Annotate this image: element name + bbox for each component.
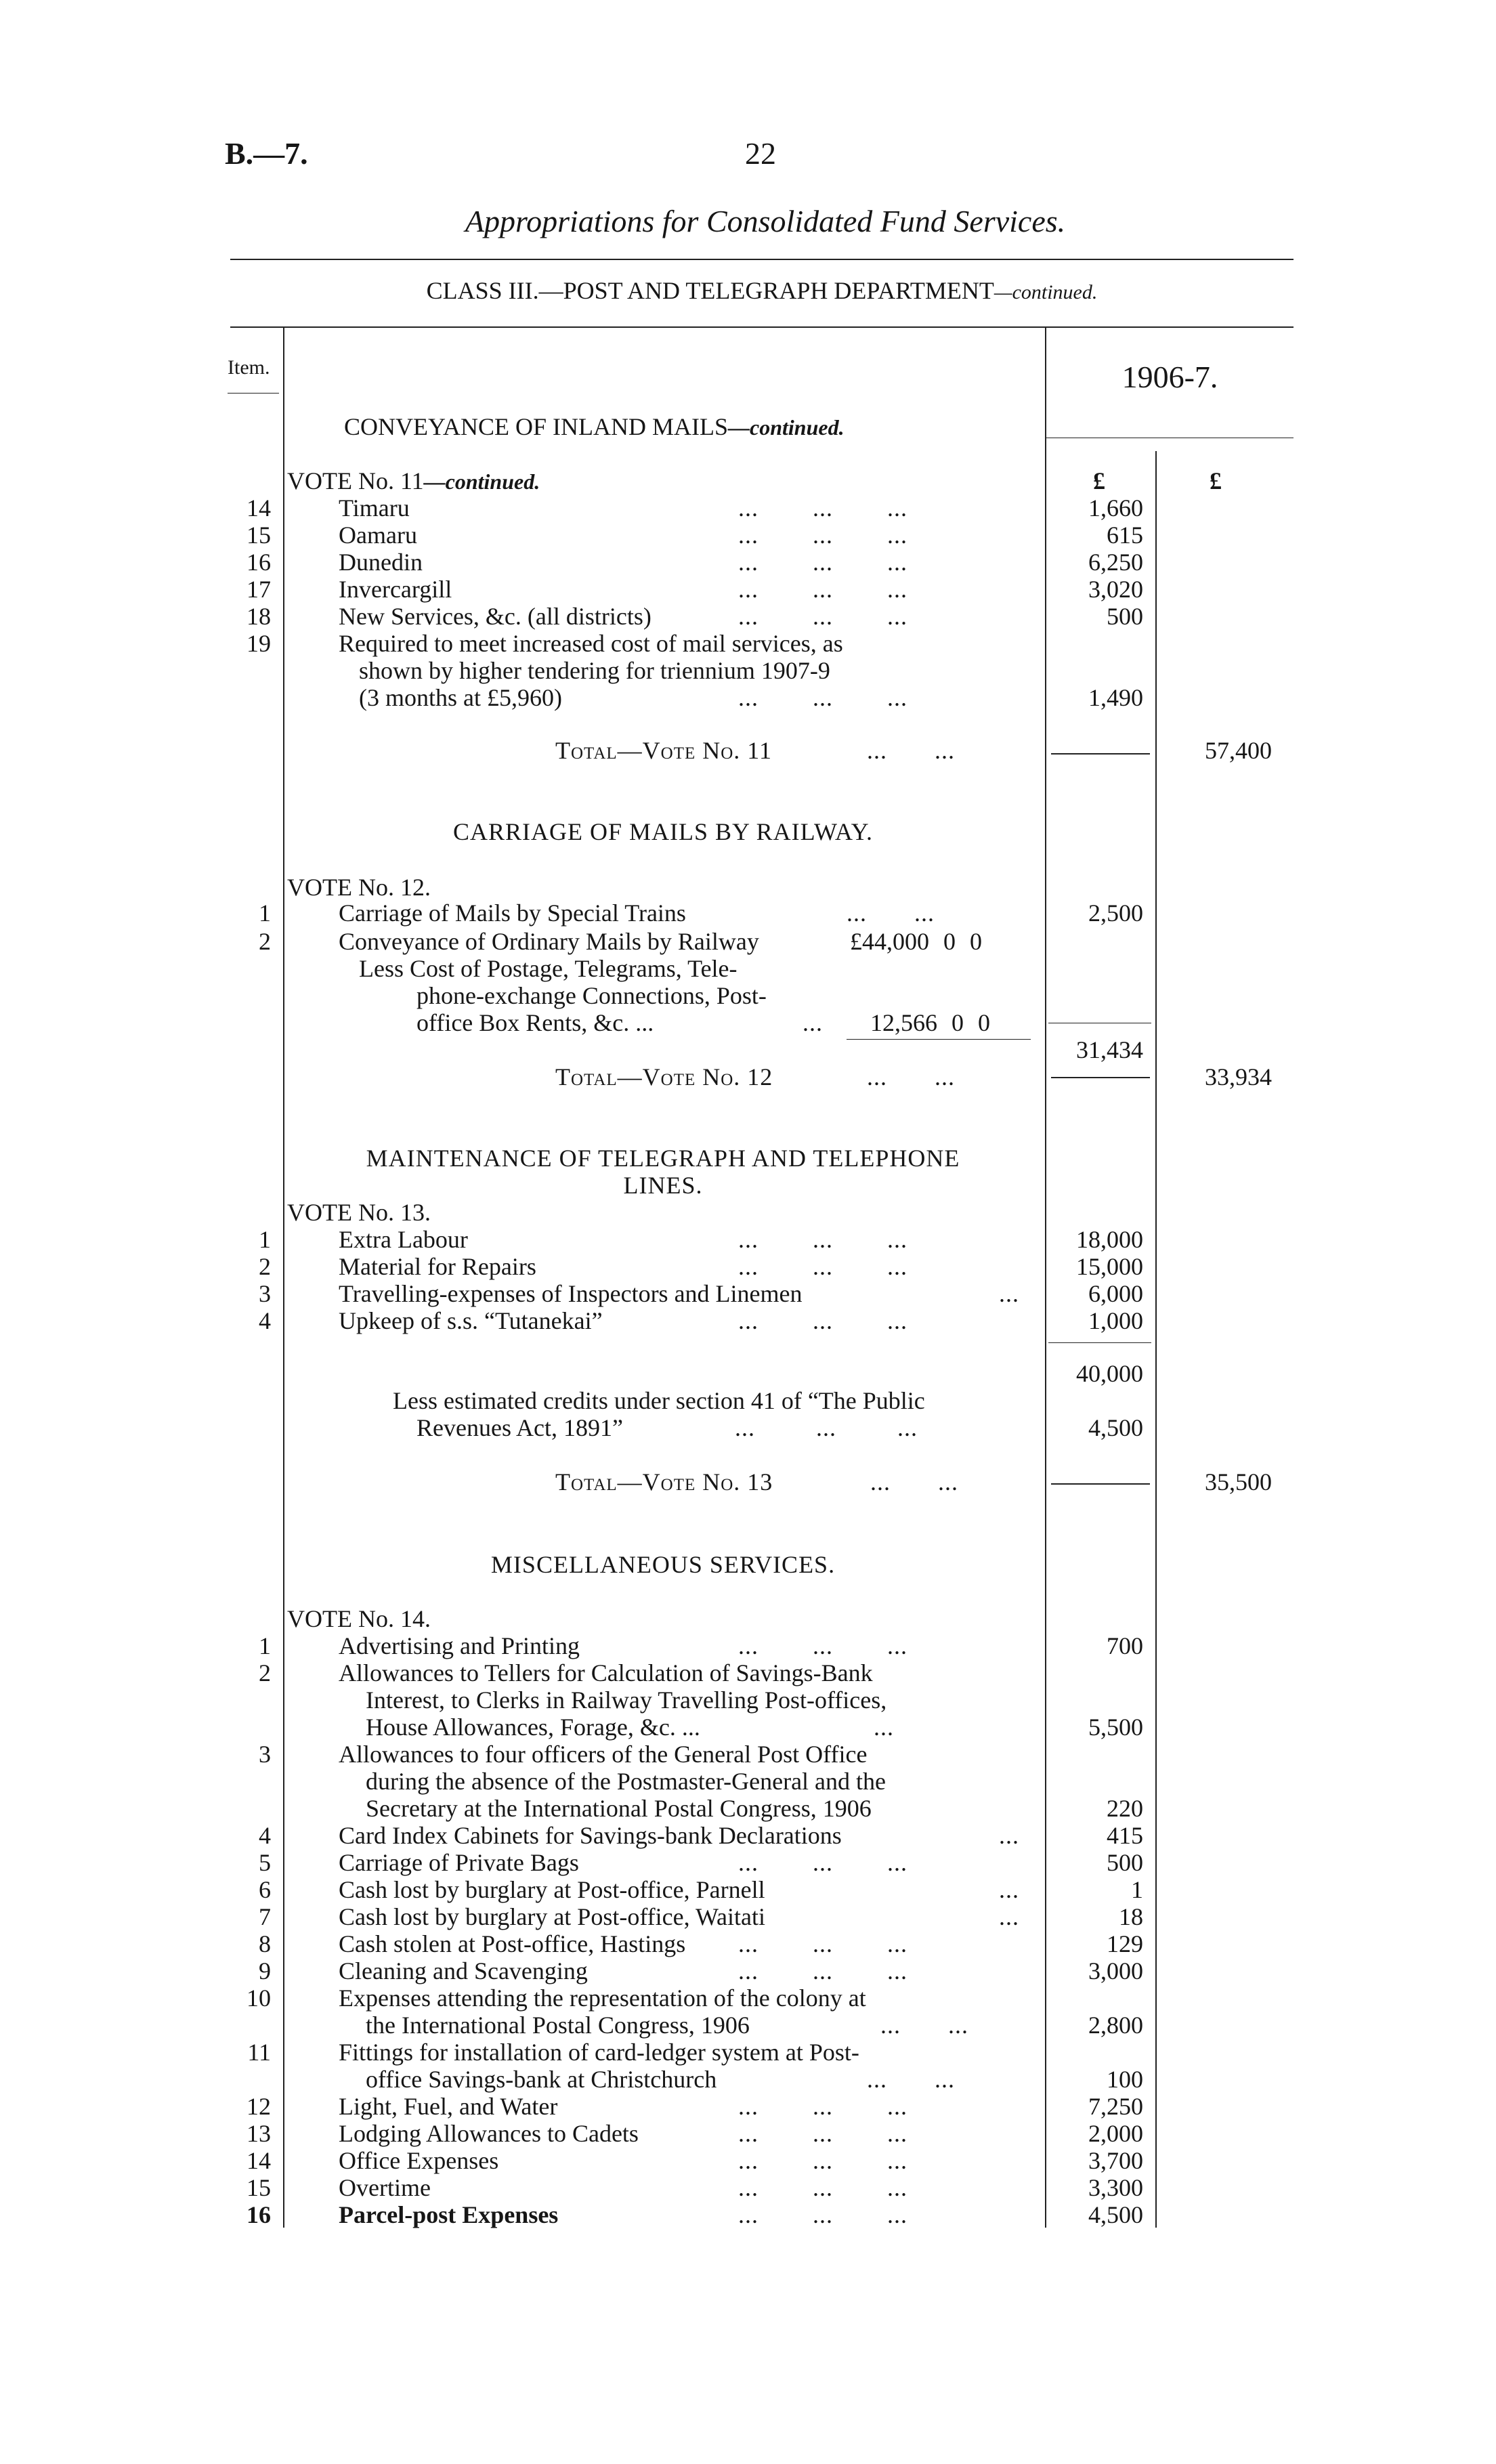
item-description-line: during the absence of the Postmaster-General and the [366, 1768, 886, 1795]
item-description-line: Interest, to Clerks in Railway Travelling Post-offices, [366, 1686, 887, 1714]
item-description: Material for Repairs [339, 1253, 536, 1280]
item-description: Office Expenses [339, 2147, 499, 2174]
item-number: 1 [259, 1226, 271, 1253]
section-heading-miscellaneous: MISCELLANEOUS SERVICES. [490, 1551, 836, 1578]
item-amount: 100 [1107, 2066, 1143, 2093]
item-description: Cash stolen at Post-office, Hastings [339, 1930, 686, 1957]
item-description: New Services, &c. (all districts) [339, 603, 651, 630]
vote-12-label: VOTE No. 12. [287, 874, 431, 901]
leader-dots: ... ... ... [738, 2147, 907, 2174]
leader-dots: ... [999, 1876, 1019, 1903]
item-amount: 2,500 [1088, 899, 1143, 927]
currency-symbol-col1: £ [1093, 467, 1105, 494]
item-amount: 1,000 [1088, 1307, 1143, 1334]
currency-symbol-col2: £ [1210, 467, 1222, 494]
item-number: 14 [247, 494, 271, 522]
document-reference: B.—7. [225, 136, 308, 171]
item-number: 2 [259, 1253, 271, 1280]
credits-amount: 4,500 [1088, 1414, 1143, 1441]
item-number: 3 [259, 1280, 271, 1307]
leader-dots: ... ... [847, 899, 935, 927]
item-number: 12 [247, 2093, 271, 2120]
item-description-line: Allowances to four officers of the General Post Office [339, 1741, 868, 1768]
item-description: Cash lost by burglary at Post-office, Waitati [339, 1903, 766, 1930]
item-number: 3 [259, 1741, 271, 1768]
item-amount: 1 [1131, 1876, 1143, 1903]
credits-line: Revenues Act, 1891” [416, 1414, 623, 1441]
item-number: 19 [247, 630, 271, 657]
total-rule [1051, 1077, 1150, 1078]
total-rule [1051, 753, 1150, 755]
leader-dots: ... ... ... [738, 2120, 907, 2147]
subtotal-amount: 40,000 [1076, 1360, 1143, 1387]
item-amount: 2,800 [1088, 2012, 1143, 2039]
item-description: Card Index Cabinets for Savings-bank Declarations [339, 1822, 842, 1849]
section-heading-maintenance-line2: LINES. [623, 1172, 703, 1199]
item-amount: 2,000 [1088, 2120, 1143, 2147]
leader-dots: ... ... ... [738, 1307, 907, 1334]
running-title: Appropriations for Consolidated Fund Services. [465, 204, 1066, 238]
item-column-header: Item. [228, 356, 270, 379]
leader-dots: ... ... ... [738, 522, 907, 549]
leader-dots: ... ... [880, 2012, 968, 2039]
inland-mails-heading: CONVEYANCE OF INLAND MAILS [344, 413, 728, 440]
table-top-rule [230, 326, 1294, 328]
item-description: Light, Fuel, and Water [339, 2093, 558, 2120]
item-amount: 7,250 [1088, 2093, 1143, 2120]
leader-dots: ... ... [870, 1468, 958, 1495]
leader-dots: ... [874, 1714, 894, 1741]
vote-11-suffix: —continued. [423, 469, 540, 494]
item-description-line: Required to meet increased cost of mail services, as [339, 630, 843, 657]
item-amount: 415 [1107, 1822, 1143, 1849]
item-amount: 220 [1107, 1795, 1143, 1822]
class-title-text: CLASS III.—POST AND TELEGRAPH DEPARTMENT [426, 277, 994, 304]
deduction-line: office Box Rents, &c. ... [416, 1009, 654, 1036]
item-number: 14 [247, 2147, 271, 2174]
total-label: Total—Vote No. 11 [555, 737, 772, 764]
item-description: Oamaru [339, 522, 417, 549]
credits-line: Less estimated credits under section 41 of “The Public [393, 1387, 925, 1414]
item-amount: 5,500 [1088, 1714, 1143, 1741]
item-description: Carriage of Mails by Special Trains [339, 899, 686, 927]
section-heading-railway: CARRIAGE OF MAILS BY RAILWAY. [452, 818, 874, 845]
item-description: Conveyance of Ordinary Mails by Railway [339, 928, 759, 955]
item-description: Invercargill [339, 576, 452, 603]
item-amount: 129 [1107, 1930, 1143, 1957]
item-number: 16 [247, 549, 271, 576]
item-description: Cleaning and Scavenging [339, 1957, 588, 1984]
item-description-line: House Allowances, Forage, &c. ... [366, 1714, 700, 1741]
leader-dots: ... ... ... [738, 2174, 907, 2201]
item-number: 13 [247, 2120, 271, 2147]
item-description: Upkeep of s.s. “Tutanekai” [339, 1307, 603, 1334]
leader-dots: ... [999, 1903, 1019, 1930]
leader-dots: ... ... [867, 1063, 955, 1090]
inner-amount: £44,000 0 0 [850, 928, 982, 955]
item-number: 18 [247, 603, 271, 630]
item-number: 16 [247, 2201, 271, 2228]
leader-dots: ... ... [867, 737, 955, 764]
item-amount: 3,300 [1088, 2174, 1143, 2201]
item-number: 11 [247, 2039, 271, 2066]
item-description: Carriage of Private Bags [339, 1849, 579, 1876]
leader-dots: ... ... ... [738, 549, 907, 576]
item-description-line: shown by higher tendering for triennium 1907-9 [359, 657, 830, 684]
leader-dots: ... ... ... [738, 1226, 907, 1253]
item-description-line: office Savings-bank at Christchurch [366, 2066, 717, 2093]
item-number: 2 [259, 1659, 271, 1686]
title-rule [230, 259, 1294, 260]
total-label: Total—Vote No. 13 [555, 1468, 773, 1495]
item-header-rule [228, 393, 279, 394]
leader-dots: ... ... ... [738, 1849, 907, 1876]
item-amount: 6,000 [1088, 1280, 1143, 1307]
class-title [230, 276, 1294, 305]
leader-dots: ... ... ... [738, 2201, 907, 2228]
item-description-line: the International Postal Congress, 1906 [366, 2012, 750, 2039]
item-amount: 6,250 [1088, 549, 1143, 576]
item-amount: 615 [1107, 522, 1143, 549]
item-column-rule [283, 328, 284, 2228]
item-amount: 31,434 [1076, 1036, 1143, 1063]
item-number: 15 [247, 2174, 271, 2201]
amount-column-rule-right [1155, 451, 1157, 2228]
item-amount: 15,000 [1076, 1253, 1143, 1280]
item-description: Parcel-post Expenses [339, 2201, 559, 2228]
item-number: 8 [259, 1930, 271, 1957]
total-label: Total—Vote No. 12 [555, 1063, 773, 1090]
item-description-line: Allowances to Tellers for Calculation of Savings-Bank [339, 1659, 873, 1686]
item-number: 1 [259, 1632, 271, 1659]
item-description-line: Secretary at the International Postal Congress, 1906 [366, 1795, 872, 1822]
item-number: 1 [259, 899, 271, 927]
item-description: Extra Labour [339, 1226, 468, 1253]
item-description: Timaru [339, 494, 410, 522]
item-number: 6 [259, 1876, 271, 1903]
item-amount: 3,020 [1088, 576, 1143, 603]
item-amount: 1,490 [1088, 684, 1143, 711]
leader-dots: ... [803, 1009, 823, 1036]
item-number: 5 [259, 1849, 271, 1876]
item-description: Dunedin [339, 549, 423, 576]
item-description-line: Fittings for installation of card-ledger system at Post- [339, 2039, 859, 2066]
vote-total-amount: 57,400 [1205, 737, 1272, 764]
leader-dots: ... ... ... [738, 684, 907, 711]
deduction-line: Less Cost of Postage, Telegrams, Tele- [359, 955, 738, 982]
total-rule [1051, 1483, 1150, 1485]
item-description-line: Expenses attending the representation of the colony at [339, 1984, 866, 2012]
item-number: 9 [259, 1957, 271, 1984]
deduction-line: phone-exchange Connections, Post- [416, 982, 767, 1009]
item-number: 4 [259, 1307, 271, 1334]
item-number: 15 [247, 522, 271, 549]
item-description: Cash lost by burglary at Post-office, Parnell [339, 1876, 765, 1903]
inner-subtotal-rule [847, 1039, 1031, 1040]
page-number: 22 [745, 136, 776, 171]
leader-dots: ... ... ... [738, 1253, 907, 1280]
leader-dots: ... ... [867, 2066, 955, 2093]
vote-14-label: VOTE No. 14. [287, 1605, 431, 1632]
leader-dots: ... ... ... [738, 494, 907, 522]
item-amount: 500 [1107, 603, 1143, 630]
inland-mails-heading-suffix: —continued. [728, 415, 845, 440]
subtotal-rule [1048, 1342, 1151, 1343]
leader-dots: ... ... ... [738, 576, 907, 603]
item-description: Advertising and Printing [339, 1632, 580, 1659]
leader-dots: ... ... ... [738, 2093, 907, 2120]
item-amount: 18 [1119, 1903, 1143, 1930]
item-amount: 500 [1107, 1849, 1143, 1876]
item-amount: 1,660 [1088, 494, 1143, 522]
item-amount: 3,700 [1088, 2147, 1143, 2174]
item-amount: 700 [1107, 1632, 1143, 1659]
leader-dots: ... ... ... [738, 1957, 907, 1984]
item-number: 7 [259, 1903, 271, 1930]
item-description-line: (3 months at £5,960) [359, 684, 562, 711]
vote-total-amount: 33,934 [1205, 1063, 1272, 1090]
item-number: 4 [259, 1822, 271, 1849]
class-title-suffix: —continued. [993, 281, 1098, 303]
item-description: Travelling-expenses of Inspectors and Linemen [339, 1280, 803, 1307]
inner-amount: 12,566 0 0 [870, 1009, 990, 1036]
year-column-header: 1906-7. [1121, 360, 1218, 394]
vote-total-amount: 35,500 [1205, 1468, 1272, 1495]
vote-13-label: VOTE No. 13. [287, 1199, 431, 1226]
section-heading-inland-mails [344, 413, 845, 441]
item-description: Overtime [339, 2174, 431, 2201]
leader-dots: ... ... ... [738, 1632, 907, 1659]
item-description: Lodging Allowances to Cadets [339, 2120, 639, 2147]
leader-dots: ... [999, 1822, 1019, 1849]
section-heading-maintenance: MAINTENANCE OF TELEGRAPH AND TELEPHONE [366, 1145, 960, 1172]
leader-dots: ... ... ... [735, 1414, 918, 1441]
leader-dots: ... ... ... [738, 1930, 907, 1957]
vote-11-label [287, 467, 540, 495]
item-number: 2 [259, 928, 271, 955]
leader-dots: ... ... ... [738, 603, 907, 630]
leader-dots: ... [999, 1280, 1019, 1307]
item-number: 17 [247, 576, 271, 603]
item-number: 10 [247, 1984, 271, 2012]
item-amount: 4,500 [1088, 2201, 1143, 2228]
item-amount: 18,000 [1076, 1226, 1143, 1253]
item-amount: 3,000 [1088, 1957, 1143, 1984]
vote-11-text: VOTE No. 11 [287, 467, 424, 494]
